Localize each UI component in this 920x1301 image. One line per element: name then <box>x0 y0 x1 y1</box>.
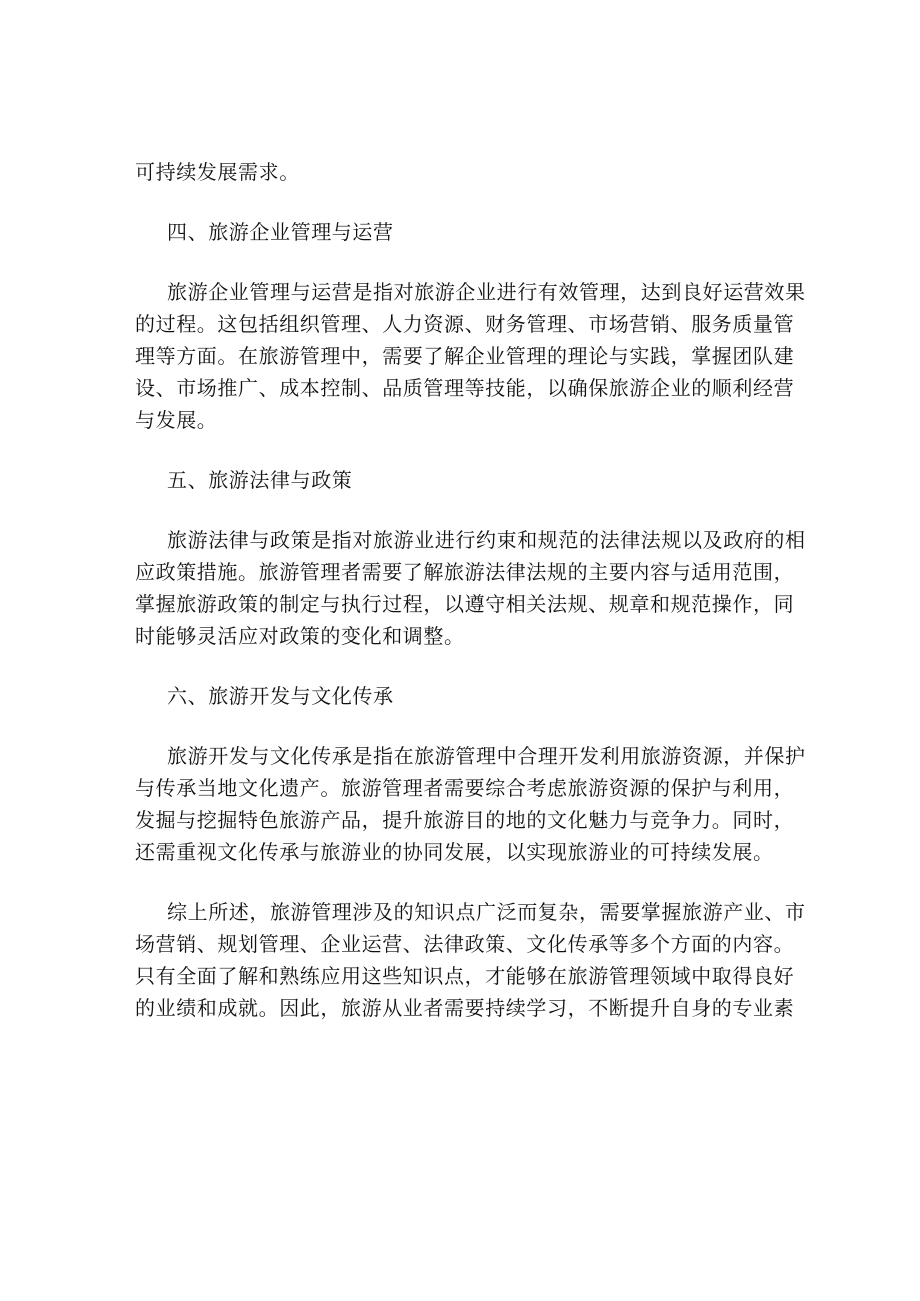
paragraph-continuation <box>135 156 797 188</box>
paragraph-line: 与发展。 <box>135 408 218 432</box>
paragraph-line: 旅游法律与政策是指对旅游业进行约束和规范的法律法规以及政府的相 <box>167 528 806 552</box>
paragraph-line: 只有全面了解和熟练应用这些知识点，才能够在旅游管理领域中取得良好 <box>135 964 795 988</box>
paragraph-section-5 <box>135 524 806 652</box>
paragraph-line: 旅游企业管理与运营是指对旅游企业进行有效管理，达到良好运营效果 <box>167 280 806 304</box>
section-heading-5: 五、旅游法律与政策 <box>167 468 353 492</box>
paragraph-line: 发掘与挖掘特色旅游产品，提升旅游目的地的文化魅力与竞争力。同时， <box>135 808 795 832</box>
paragraph-line: 可持续发展需求。 <box>135 160 300 184</box>
paragraph-line: 旅游开发与文化传承是指在旅游管理中合理开发利用旅游资源，并保护 <box>167 744 806 768</box>
paragraph-line: 场营销、规划管理、企业运营、法律政策、文化传承等多个方面的内容。 <box>135 932 795 956</box>
paragraph-line: 设、市场推广、成本控制、品质管理等技能，以确保旅游企业的顺利经营 <box>135 376 795 400</box>
paragraph-line: 应政策措施。旅游管理者需要了解旅游法律法规的主要内容与适用范围， <box>135 560 795 584</box>
document-body <box>135 156 806 1024</box>
section-heading-4: 四、旅游企业管理与运营 <box>167 220 394 244</box>
paragraph-line: 综上所述，旅游管理涉及的知识点广泛而复杂，需要掌握旅游产业、市 <box>167 900 806 924</box>
paragraph-summary <box>135 896 806 1024</box>
paragraph-section-4 <box>135 276 806 436</box>
section-heading-6: 六、旅游开发与文化传承 <box>167 684 394 708</box>
paragraph-line: 还需重视文化传承与旅游业的协同发展，以实现旅游业的可持续发展。 <box>135 840 774 864</box>
paragraph-line: 的业绩和成就。因此，旅游从业者需要持续学习，不断提升自身的专业素 <box>135 996 795 1020</box>
paragraph-line: 的过程。这包括组织管理、人力资源、财务管理、市场营销、服务质量管 <box>135 312 795 336</box>
paragraph-section-6 <box>135 740 806 868</box>
paragraph-line: 时能够灵活应对政策的变化和调整。 <box>135 624 465 648</box>
paragraph-line: 掌握旅游政策的制定与执行过程，以遵守相关法规、规章和规范操作，同 <box>135 592 795 616</box>
paragraph-line: 与传承当地文化遗产。旅游管理者需要综合考虑旅游资源的保护与利用， <box>135 776 795 800</box>
paragraph-line: 理等方面。在旅游管理中，需要了解企业管理的理论与实践，掌握团队建 <box>135 344 795 368</box>
